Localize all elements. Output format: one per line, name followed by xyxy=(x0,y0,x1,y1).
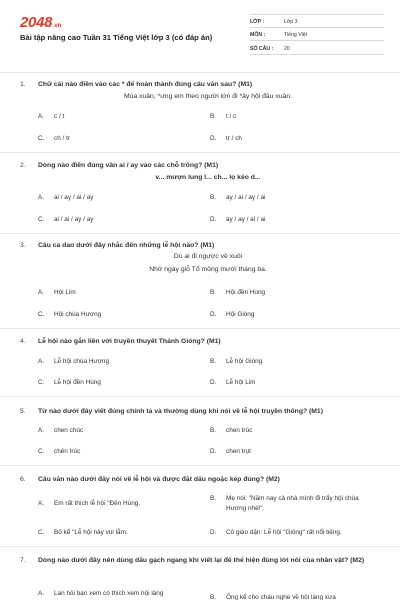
option-b[interactable]: B. Mẹ nói: "Năm nay cả nhà mình đi trẩy hội chùa Hương nhé!". xyxy=(210,495,359,512)
question-number: 6. xyxy=(20,476,26,483)
meta-label: MÔN : xyxy=(250,32,266,38)
meta-value: Lớp 3 xyxy=(284,18,298,25)
question-number: 7. xyxy=(20,557,26,564)
meta-row-count xyxy=(250,41,384,55)
option-b[interactable]: B. ay / ai / ay / ai xyxy=(210,194,266,201)
question-number: 1. xyxy=(20,81,26,88)
document-header xyxy=(0,0,400,66)
option-c[interactable]: C. ai / ai / ay / ay xyxy=(38,216,94,223)
option-d[interactable]: D. chen trụt xyxy=(210,448,251,455)
question-text: Câu ca dao dưới đây nhắc đến những lễ hội nào? (M1) xyxy=(38,242,215,249)
header-divider xyxy=(0,72,400,73)
question-stem: Nhớ ngày giỗ Tổ mồng mười tháng ba. xyxy=(149,266,267,273)
option-d[interactable]: D. tr / ch xyxy=(210,135,242,142)
meta-label: SỐ CÂU : xyxy=(250,45,274,52)
question-divider xyxy=(0,465,400,466)
option-a[interactable]: A. Lễ hội chùa Hương xyxy=(38,358,110,365)
option-a[interactable]: A. ai / ay / ai / ay xyxy=(38,194,94,201)
option-c[interactable]: C. ch / tr xyxy=(38,135,70,142)
question-number: 3. xyxy=(20,242,26,249)
option-d[interactable]: D. Lễ hội Lim xyxy=(210,379,256,386)
site-logo[interactable]: 2048.vn xyxy=(20,14,61,31)
question-text: Dòng nào điền đúng vần ai / ay vào các chỗ trống? (M1) xyxy=(38,162,219,169)
option-b[interactable]: B. chen trúc xyxy=(210,427,253,434)
option-d[interactable]: D. ay / ay / ai / ai xyxy=(210,216,266,223)
meta-row-subject xyxy=(250,28,384,42)
question-text: Chữ cái nào điền vào các * để hoàn thành đúng câu văn sau? (M1) xyxy=(38,81,253,88)
option-a[interactable]: A. chen chúc xyxy=(38,427,84,434)
question-text: Câu văn nào dưới đây nói về lễ hội và được đặt dấu ngoặc kép đúng? (M2) xyxy=(38,476,280,483)
option-b[interactable]: B. t / c xyxy=(210,113,237,120)
meta-label: LỚP : xyxy=(250,18,265,25)
option-b[interactable]: B. Lễ hội Gióng xyxy=(210,358,263,365)
question-stem: v... mượn lung l... ch... lọ kéo d... xyxy=(155,174,261,181)
option-b[interactable]: B. Ông kể cho cháu nghe về hội làng xưa xyxy=(210,594,336,600)
question-text: Lễ hội nào gắn liền với truyền thuyết Thánh Gióng? (M1) xyxy=(38,338,221,345)
question-number: 4. xyxy=(20,338,26,345)
option-c[interactable]: C. chên trúc xyxy=(38,448,81,455)
question-number: 2. xyxy=(20,162,26,169)
question-text: Từ nào dưới đây viết đúng chính tả và thường dùng khi nói về lễ hội truyền thống? (M1) xyxy=(38,408,323,415)
meta-value: Tiếng Việt xyxy=(284,32,308,38)
option-c[interactable]: C. Bố kể "Lễ hội này vui lắm. xyxy=(38,529,128,536)
page-title: Bài tập nâng cao Tuần 31 Tiếng Việt lớp 3 (có đáp án) xyxy=(20,33,213,42)
meta-value: 20 xyxy=(284,45,290,52)
option-b[interactable]: B. Hội đền Hùng xyxy=(210,289,266,296)
option-c[interactable]: C. Lễ hội đền Hùng xyxy=(38,379,101,386)
question-text: Dòng nào dưới đây nên dùng dấu gạch ngang khi viết lại để thể hiện đúng lời nói của nhân vật? (M2) xyxy=(38,557,365,564)
option-d[interactable]: D. Cô giáo dặn: Lễ hội "Gióng" rất nổi tiếng. xyxy=(210,529,342,536)
option-a[interactable]: A. Hội Lim xyxy=(38,289,76,296)
meta-row-class xyxy=(250,14,384,28)
question-divider xyxy=(0,233,400,234)
question-divider xyxy=(0,328,400,329)
question-stem: Dù ai đi ngược về xuôi xyxy=(173,253,243,260)
question-stem: Mùa xuân, *ưng em theo người lớn đi *ảy hội đầu xuân. xyxy=(123,93,293,100)
question-divider xyxy=(0,546,400,547)
option-a[interactable]: A. Em rất thích lễ hội "Đền Hùng. xyxy=(38,500,141,507)
option-a[interactable]: A. c / t xyxy=(38,113,65,120)
question-divider xyxy=(0,152,400,153)
option-d[interactable]: D. Hội Gióng xyxy=(210,311,255,318)
question-number: 5. xyxy=(20,408,26,415)
option-a[interactable]: A. Lan hỏi bạn xem có thích xem hội làng xyxy=(38,590,164,597)
meta-table xyxy=(250,14,384,55)
question-divider xyxy=(0,396,400,397)
option-c[interactable]: C. Hội chùa Hương xyxy=(38,311,102,318)
